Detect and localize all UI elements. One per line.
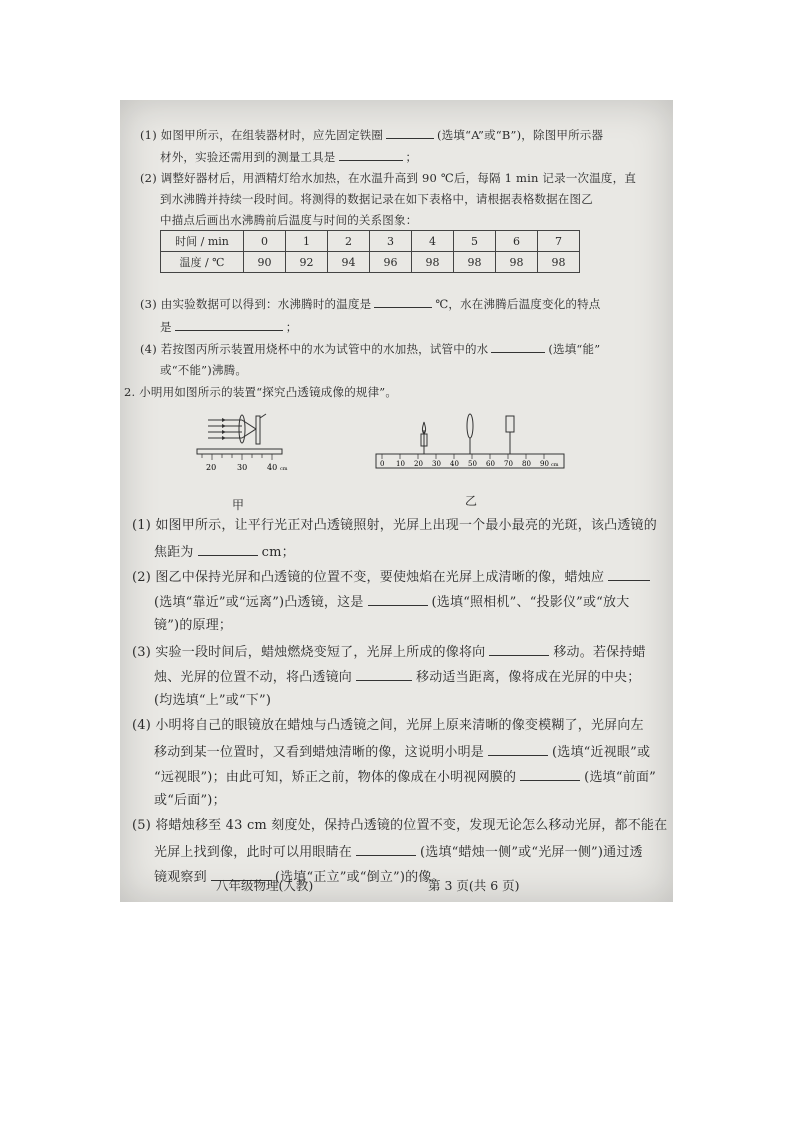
table-cell: 98 — [538, 252, 580, 273]
table-cell: 96 — [370, 252, 412, 273]
q2-part5-line1: (5) 将蜡烛移至 43 cm 刻度处，保持凸透镜的位置不变，发现无论怎么移动光屏，都不能在 — [132, 818, 668, 833]
q1-part2-line1: (2) 调整好器材后，用酒精灯给水加热，在水温升高到 90 ℃后，每隔 1 min 记录一次温度，直 — [140, 171, 637, 185]
figure-yi — [372, 410, 567, 474]
light-screen — [256, 416, 260, 444]
table-cell: 7 — [538, 231, 580, 252]
q2-part2-line2: (选填“靠近”或“远离”)凸透镜，这是 (选填“照相机”、“投影仪”或“放大 — [154, 595, 630, 610]
answer-blank[interactable] — [339, 148, 403, 161]
figure-caption-jia: 甲 — [232, 498, 245, 512]
q2-part4-line1: (4) 小明将自己的眼镜放在蜡烛与凸透镜之间，光屏上原来清晰的像变模糊了，光屏向左 — [132, 718, 644, 733]
temperature-table — [160, 230, 580, 273]
answer-blank[interactable] — [386, 126, 434, 139]
bench-tick-label: 40 — [450, 460, 459, 468]
bench-tick-label: 60 — [486, 460, 495, 468]
table-cell: 98 — [496, 252, 538, 273]
bench-tick-label: 10 — [396, 460, 405, 468]
q1-part1-line2: 材外，实验还需用到的测量工具是 ； — [160, 150, 418, 164]
ruler-tick-label: 40 — [267, 463, 278, 472]
table-cell: 0 — [244, 231, 286, 252]
table-cell: 98 — [412, 252, 454, 273]
q2-part2-line1: (2) 图乙中保持光屏和凸透镜的位置不变，要使烛焰在光屏上成清晰的像，蜡烛应 — [132, 568, 654, 586]
q2-part4-line4: 或“后面”)； — [154, 793, 226, 808]
table-cell: 1 — [286, 231, 328, 252]
q2-part3-line3: (均选填“上”或“下”) — [154, 693, 272, 708]
answer-blank[interactable] — [368, 593, 428, 606]
q2-part5-line2: 光屏上找到像，此时可以用眼睛在 (选填“蜡烛一侧”或“光屏一侧”)通过透 — [154, 845, 643, 860]
q1-part2-line3: 中描点后画出水沸腾前后温度与时间的关系图象： — [160, 213, 418, 227]
answer-blank[interactable] — [374, 295, 432, 308]
bench-tick-label: 50 — [468, 460, 477, 468]
table-cell: 6 — [496, 231, 538, 252]
exam-page-photo — [120, 100, 673, 902]
table-header-temperature: 温度 / ℃ — [161, 252, 244, 273]
ruler-bar — [197, 449, 282, 454]
table-cell: 4 — [412, 231, 454, 252]
q2-part3-line1: (3) 实验一段时间后，蜡烛燃烧变短了，光屏上所成的像将向 移动。若保持蜡 — [132, 645, 646, 660]
q2-part5-line3: 镜观察到 (选填“正立”或“倒立”)的像。 — [154, 870, 445, 885]
table-cell: 92 — [286, 252, 328, 273]
q2-part2-line3: 镜”)的原理； — [154, 618, 233, 633]
bench-tick-label: 20 — [414, 460, 423, 468]
answer-blank[interactable] — [175, 318, 283, 331]
q1-part3-line1: (3) 由实验数据可以得到：水沸腾时的温度是 ℃，水在沸腾后温度变化的特点 — [140, 297, 601, 311]
answer-blank[interactable] — [491, 340, 545, 353]
bench-tick-label: 0 — [380, 460, 385, 468]
table-cell: 2 — [328, 231, 370, 252]
q2-part3-line2: 烛、光屏的位置不动，将凸透镜向 移动适当距离，像将成在光屏的中央； — [154, 670, 641, 685]
q1-part3-line2: 是 ； — [160, 320, 298, 334]
q2-part1-line1: (1) 如图甲所示，让平行光正对凸透镜照射，光屏上出现一个最小最亮的光斑，该凸透镜的 — [132, 518, 657, 533]
answer-blank[interactable] — [488, 743, 548, 756]
table-cell: 94 — [328, 252, 370, 273]
bench-unit: cm — [551, 462, 559, 468]
ruler-unit: cm — [280, 466, 288, 472]
convex-lens — [467, 414, 473, 438]
answer-blank[interactable] — [520, 768, 580, 781]
table-cell: 98 — [454, 252, 496, 273]
table-row-time — [161, 231, 580, 252]
bench-tick-label: 90 — [540, 460, 549, 468]
table-cell: 3 — [370, 231, 412, 252]
table-cell: 90 — [244, 252, 286, 273]
ruler-tick-label: 30 — [237, 463, 248, 472]
figure-caption-yi: 乙 — [465, 494, 478, 508]
q1-part1-line1: (1) 如图甲所示，在组装器材时，应先固定铁圈 (选填“A”或“B”)，除图甲所示器 — [140, 128, 604, 142]
convex-lens — [239, 415, 245, 443]
bench-tick-label: 80 — [522, 460, 531, 468]
q2-part4-line3: “远视眼”)；由此可知，矫正之前，物体的像成在小明视网膜的 (选填“前面” — [154, 770, 656, 785]
table-cell: 5 — [454, 231, 496, 252]
footer-subject: 八年级物理(人教) — [216, 878, 314, 893]
q1-part4-line2: 或“不能”)沸腾。 — [160, 363, 248, 377]
q2-title: 2. 小明用如图所示的装置“探究凸透镜成像的规律”。 — [124, 385, 398, 399]
bench-tick-label: 70 — [504, 460, 513, 468]
answer-blank[interactable] — [489, 643, 549, 656]
bench-tick-label: 30 — [432, 460, 441, 468]
q1-part4-line1: (4) 若按图丙所示装置用烧杯中的水为试管中的水加热，试管中的水 (选填“能” — [140, 342, 601, 356]
answer-blank[interactable] — [356, 668, 412, 681]
ruler-tick-label: 20 — [206, 463, 217, 472]
table-header-time: 时间 / min — [161, 231, 244, 252]
light-screen — [506, 416, 514, 432]
q2-part4-line2: 移动到某一位置时，又看到蜡烛清晰的像，这说明小明是 (选填“近视眼”或 — [154, 745, 651, 760]
q1-part2-line2: 到水沸腾并持续一段时间。将测得的数据记录在如下表格中，请根据表格数据在图乙 — [160, 192, 593, 206]
figure-jia — [192, 412, 292, 476]
answer-blank[interactable] — [608, 568, 650, 581]
answer-blank[interactable] — [198, 543, 258, 556]
table-row-temperature — [161, 252, 580, 273]
answer-blank[interactable] — [356, 843, 416, 856]
q2-part1-line2: 焦距为 cm； — [154, 545, 295, 560]
footer-page-number: 第 3 页(共 6 页) — [428, 878, 520, 893]
